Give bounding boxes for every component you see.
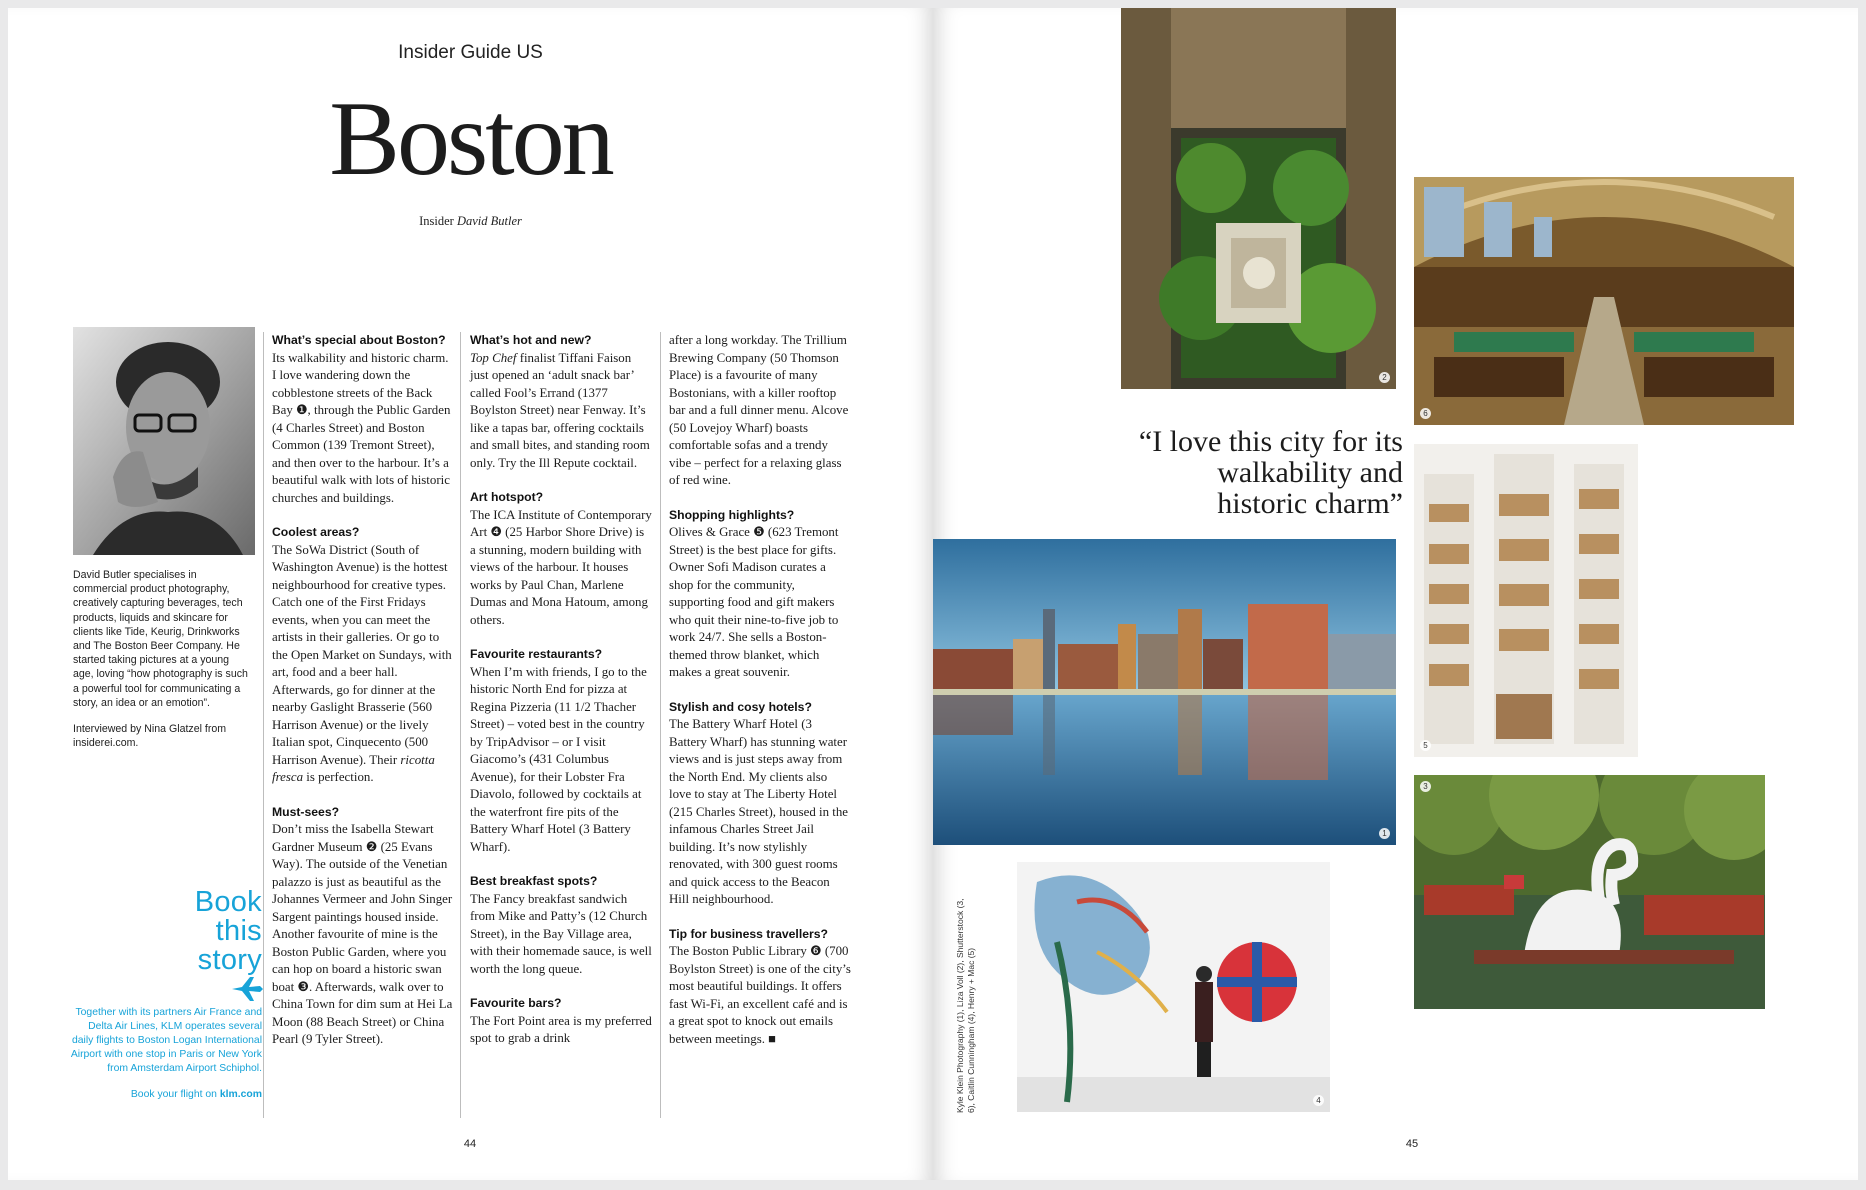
insider-label: Insider (419, 214, 454, 228)
photo-number: 5 (1420, 740, 1431, 751)
photo-number: 3 (1420, 781, 1431, 792)
question-heading: Coolest areas? (272, 525, 360, 539)
column-rule (460, 332, 461, 1118)
answer-text: When I’m with friends, I go to the historic North End for pizza at Regina Pizzeria (11 1/2 Thacher Street) – voted best in the country by TripAdvisor – or I visit Giacomo’s (431 Columbus Avenue), for their Lobster Fra Diavolo, followed by cocktails at the waterfront fire pits of the Battery Wharf Hotel (3 Battery Wharf). (470, 664, 647, 854)
page-title: Boston (329, 80, 612, 197)
photo-swan-boats (1414, 775, 1765, 1009)
question-heading: Best breakfast spots? (470, 874, 598, 888)
interview-credit: Interviewed by Nina Glatzel from insiderei.com. (73, 723, 227, 750)
book-flight-text: Book your flight on (130, 1089, 217, 1100)
pull-quote: “I love this city for its walkability and historic charm” (1138, 425, 1403, 520)
photo-number: 4 (1313, 1095, 1324, 1106)
answer-text: The ICA Institute of Contemporary Art ❹ (25 Harbor Shore Drive) is a stunning, modern building with views of the harbour. It houses works by Paul Chan, Marlene Dumas and Mona Hatoum, among others. (470, 507, 652, 627)
photo-boston-skyline (933, 539, 1396, 845)
question-heading: Favourite bars? (470, 996, 562, 1010)
answer-text: Don’t miss the Isabella Stewart Gardner Museum ❷ (25 Evans Way). The outside of the Venetian palazzo is just as beautiful as the Johannes Vermeer and John Singer Sargent paintings housed inside. Another favourite of mine is the Boston Public Garden, where you can hop on board a historic swan boat ❸. Afterwards, walk over to China Town for dim sum at Hei La Moon (88 Beach Street) or China Pearl (9 Tyler Street). (272, 822, 453, 1046)
photo-credits: Kyle Klein Photography (1), Liza Voll (2), Shutterstock (3, 6), Caitlin Cunningham (4), Henry + Mac (5) (955, 898, 976, 1113)
question-heading: What’s hot and new? (470, 333, 592, 347)
answer-text: The Boston Public Library ❻ (700 Boylston Street) is one of the city’s most beautiful buildings. It offers fast Wi-Fi, an excellent café and is a great spot to knock out emails between meetings. ■ (669, 944, 851, 1046)
klm-link[interactable]: klm.com (219, 1089, 262, 1100)
insider-byline (8, 214, 933, 229)
book-line-1: Book (194, 886, 262, 918)
answer-text: Its walkability and historic charm. I love wandering down the cobblestone streets of the Back Bay ❶, through the Public Garden (4 Charles Street) and Boston Common (139 Tremont Street), and then over to the harbour. It’s a beautiful walk with lots of historic churches and buildings. (272, 350, 451, 505)
question-heading: Art hotspot? (470, 490, 544, 504)
book-line-3: story (197, 944, 262, 976)
question-heading: What’s special about Boston? (272, 333, 446, 347)
page-number-left: 44 (463, 1138, 477, 1150)
photo-ica-art (1017, 862, 1330, 1112)
answer-part: is perfection. (306, 770, 374, 784)
question-heading: Tip for business travellers? (669, 926, 828, 941)
insider-name: David Butler (456, 214, 522, 228)
book-flight (68, 1088, 262, 1102)
answer-italic: Top Chef (470, 350, 517, 365)
partners-text: Together with its partners Air France and Delta Air Lines, KLM operates several daily flights to Boston Logan International Airport with one stop in Paris or New York from Amsterdam Airport Schiphol. (70, 1007, 262, 1074)
photo-shop-shelves (1414, 444, 1638, 757)
photo-public-library (1414, 177, 1794, 425)
partners-note (68, 1006, 262, 1114)
photo-number: 2 (1379, 372, 1390, 383)
insider-bio (73, 568, 248, 762)
answer-text: The Fancy breakfast sandwich from Mike and Patty’s (12 Church Street), in the Bay Village area, with their homemade sauce, is well worth the long queue. (470, 891, 652, 976)
answer-part: The SoWa District (South of Washington Avenue) is the hottest neighbourhood for creative types. Catch one of the First Fridays events, when you can meet the artists in their galleries. Or go to the Open Market on Sundays, with art, food and a beer hall. Afterwards, go for dinner at the nearby Gaslight Brasserie (560 Harrison Avenue) or the lively Italian spot, Cinquecento (500 Harrison Avenue). Their (272, 542, 452, 767)
photo-gardner-museum (1121, 8, 1396, 389)
photo-number: 1 (1379, 828, 1390, 839)
series-label: Insider Guide US (398, 42, 543, 63)
article-column-1 (272, 332, 454, 1066)
question-heading: Favourite restaurants? (470, 647, 603, 661)
question-heading: Shopping highlights? (669, 507, 795, 522)
question-heading: Stylish and cosy hotels? (669, 699, 812, 714)
photo-number: 6 (1420, 408, 1431, 419)
page-number-right: 45 (1405, 1138, 1419, 1150)
answer-text: The Battery Wharf Hotel (3 Battery Wharf) has stunning water views and is just steps away from the North End. My clients also love to stay at The Liberty Hotel (215 Charles Street), housed in the infamous Charles Street Jail building. It’s now stylishly renovated, with 300 guest rooms and quick access to the Beacon Hill neighbourhood. (669, 717, 848, 906)
answer-text: after a long workday. The Trillium Brewing Company (50 Thomson Place) is a favourite of many Bostonians, with a killer rooftop bar and a full dinner menu. Alcove (50 Lovejoy Wharf) boasts comfortable sofas and a trendy vibe – perfect for a relaxing glass of red wine. (669, 333, 849, 487)
answer-text (272, 542, 454, 787)
question-heading: Must-sees? (272, 804, 340, 819)
airplane-icon (230, 975, 264, 1003)
portrait-photo (73, 327, 255, 555)
column-rule (263, 332, 264, 1118)
answer-text (470, 350, 652, 473)
book-line-2: this (215, 915, 262, 947)
right-page (933, 8, 1858, 1180)
left-page (8, 8, 933, 1180)
answer-part: finalist Tiffani Faison just opened an ‘adult snack bar’ called Fool’s Errand (1377 Boylston Street) near Fenway. It’s like a tapas bar, offering cocktails and small bites, and standing room only. Try the Ill Repute cocktail. (470, 350, 650, 470)
answer-text: The Fort Point area is my preferred spot to grab a drink (470, 1013, 652, 1045)
answer-text: Olives & Grace ❺ (623 Tremont Street) is the best place for gifts. Owner Sofi Madison curates a shop for the community, supporting food and gift makers who quit their nine-to-five job to work 24/7. She sells a Boston-themed throw blanket, which makes a great souvenir. (669, 525, 839, 679)
bio-text: David Butler specialises in commercial product photography, creatively capturing beverages, tech products, liquids and skincare for clients like Tide, Keurig, Drinkworks and The Boston Beer Company. He started taking pictures at a young age, loving “how photography is such a powerful tool for communicating a story, an idea or an emotion”. (73, 569, 248, 709)
article-column-3 (669, 332, 851, 1065)
book-this-story (128, 888, 262, 975)
answer-italic: ricotta fresca (272, 752, 435, 784)
column-rule (660, 332, 661, 1118)
article-column-2 (470, 332, 652, 1065)
